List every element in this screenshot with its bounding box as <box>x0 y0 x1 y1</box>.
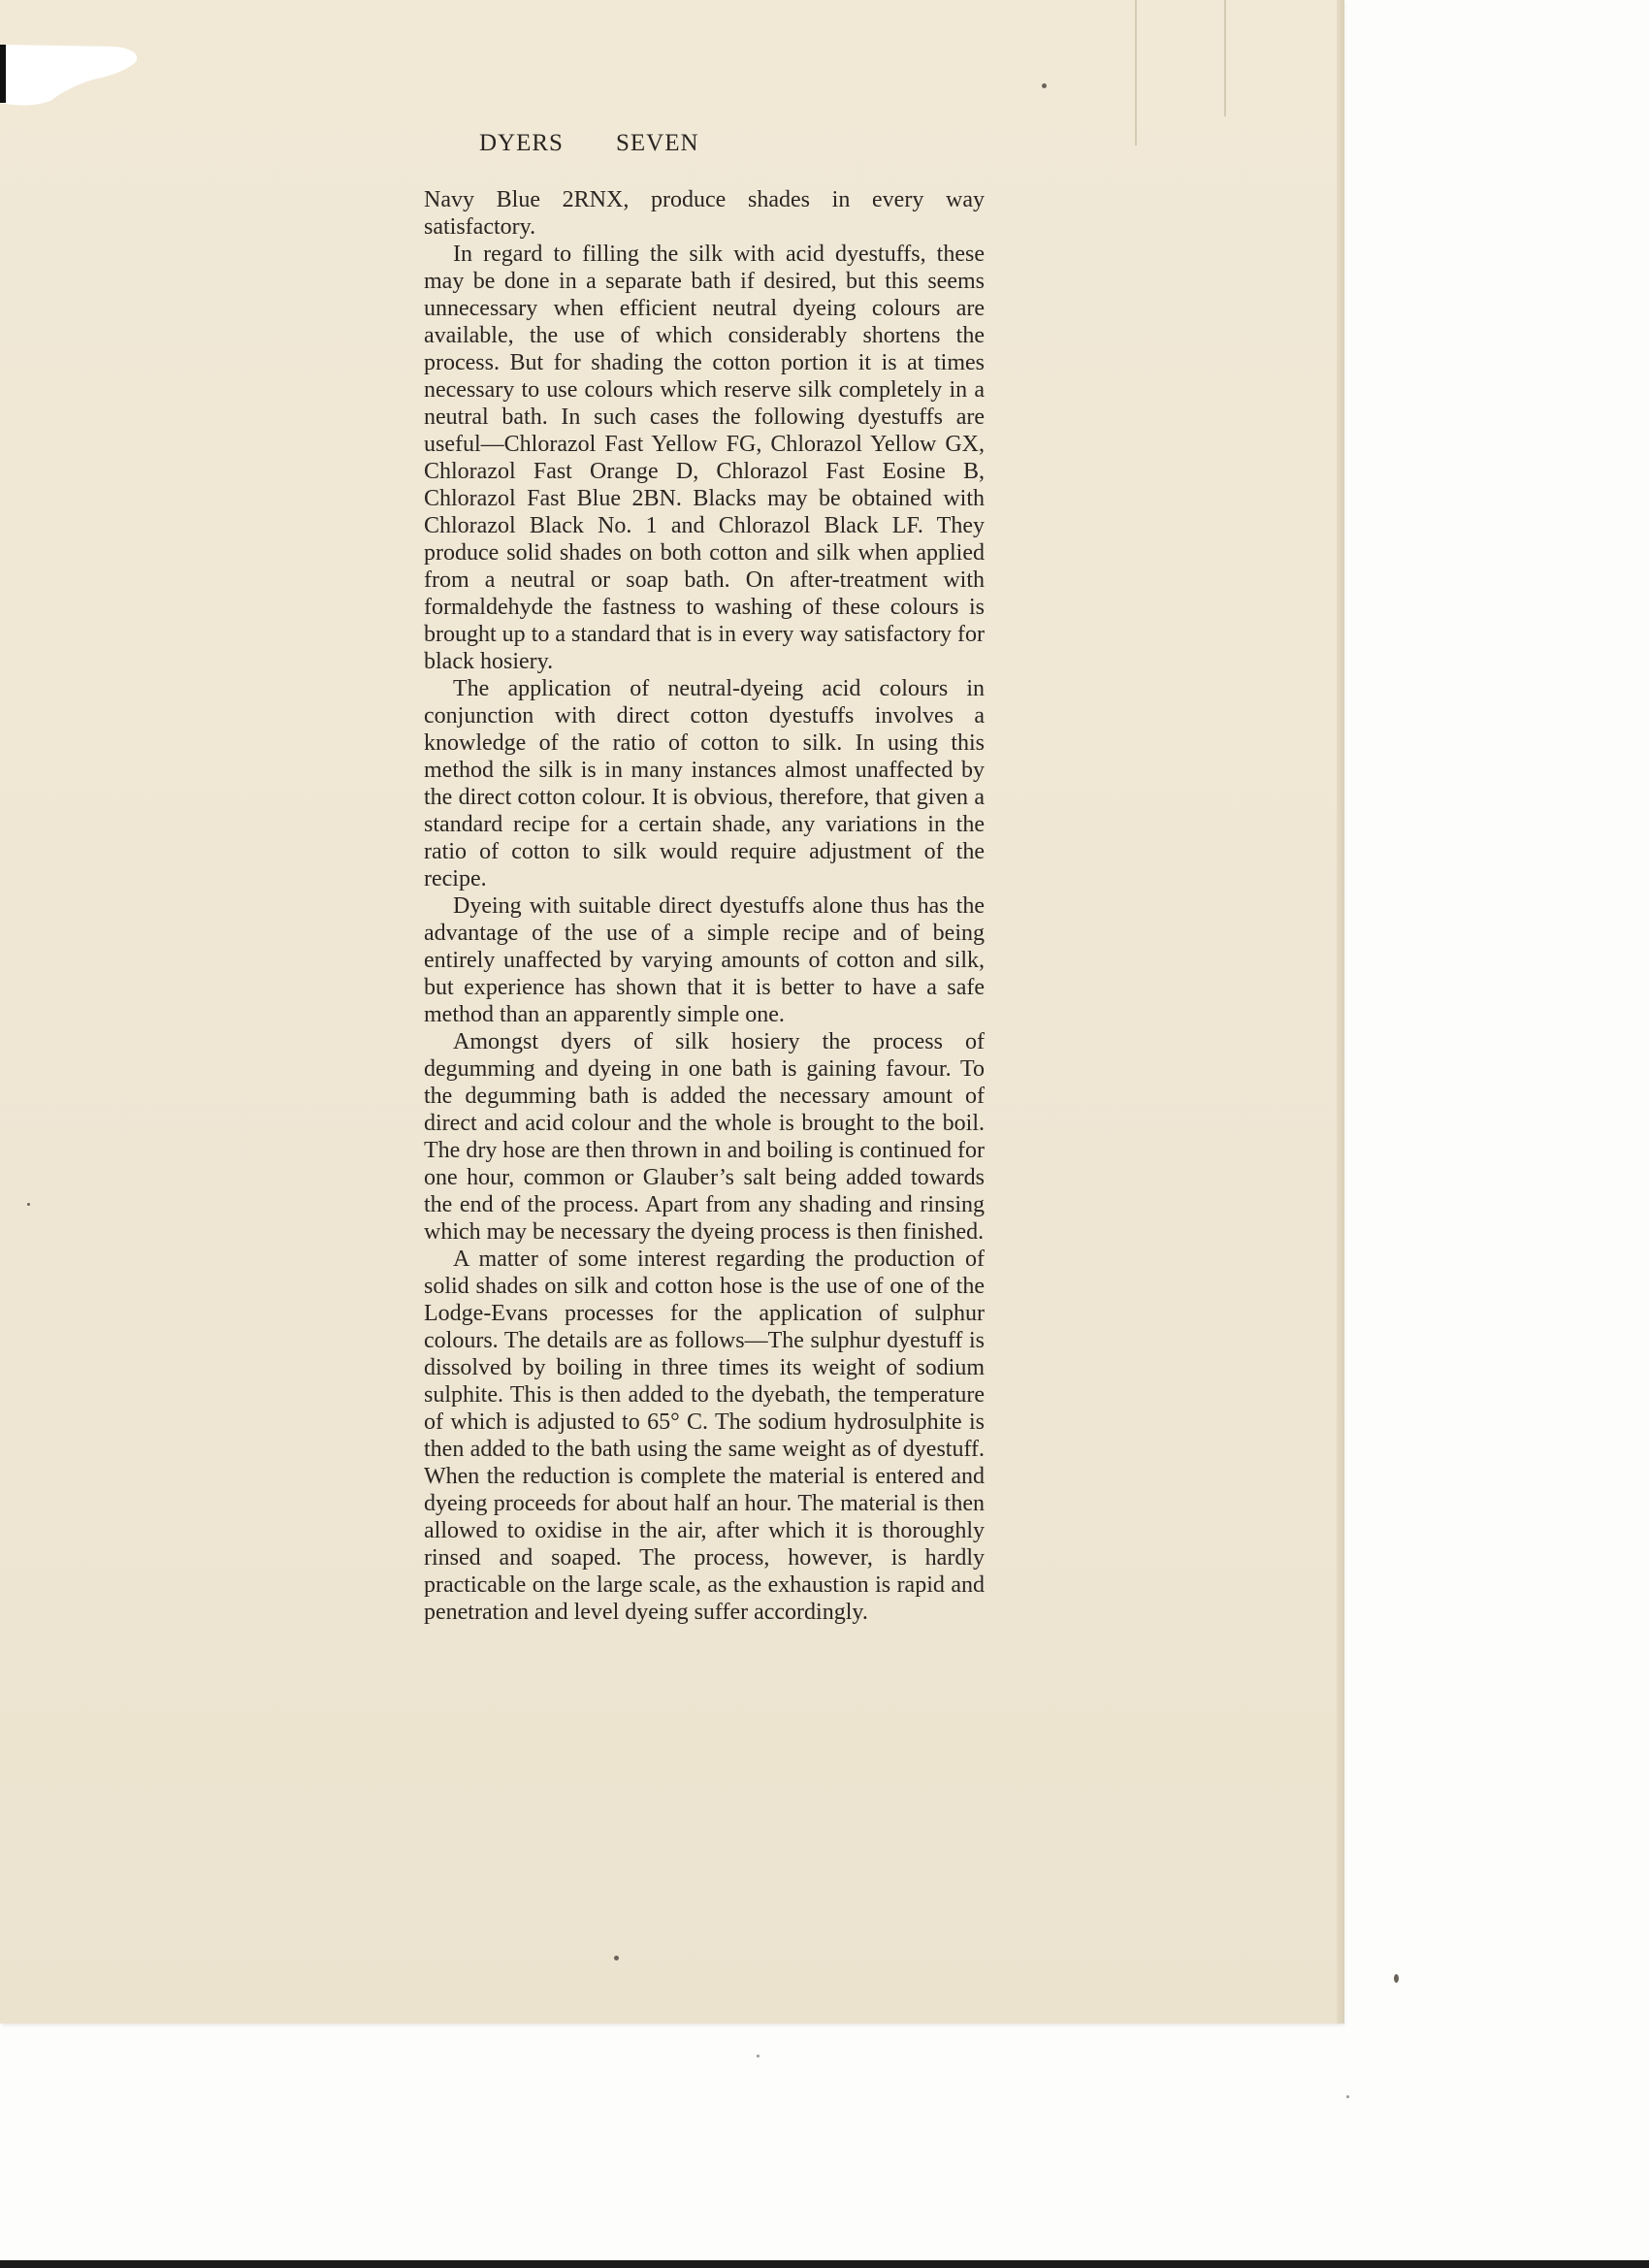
dust-speck <box>1394 1974 1399 1983</box>
torn-corner <box>0 45 144 109</box>
paragraph: Amongst dyers of silk hosiery the process of degumming and dyeing in one bath is gaining favour. To the degumming bath is added the necessary amount of direct and acid colour and the whole is brought to the boil. The dry hose are then thrown in and boiling is continued for one hour, common or Glauber’s salt being added towards the end of the process. Apart from any shading and rinsing which may be necessary the dyeing process is then finished. <box>424 1029 985 1245</box>
dust-speck <box>1042 83 1047 88</box>
paragraph: The application of neutral-dyeing acid colours in conjunction with direct cotton dyestuffs involves a knowledge of the ratio of cotton to silk. In using this method the silk is in many instances almost unaffected by the direct cotton colour. It is obvious, therefore, that given a standard recipe for a certain shade, any variations in the ratio of cotton to silk would require adjustment of the recipe. <box>424 676 985 891</box>
dust-speck <box>27 1203 30 1206</box>
running-head-right: SEVEN <box>615 130 699 156</box>
paper-crease <box>1135 0 1137 146</box>
scan-bottom-edge <box>0 2260 1649 2268</box>
dust-speck <box>614 1956 619 1960</box>
paragraph: In regard to filling the silk with acid dyestuffs, these may be done in a separate bath if desired, but this seems unnecessary when efficient neutral dyeing colours are available, the use of which considerably shortens the process. But for shading the cotton portion it is at times necessary to use colours which reserve silk completely in a neutral bath. In such cases the following dyestuffs are useful—Chlorazol Fast Yellow FG, Chlorazol Yellow GX, Chlorazol Fast Orange D, Chlorazol Fast Eosine B, Chlorazol Fast Blue 2BN. Blacks may be obtained with Chlorazol Black No. 1 and Chlorazol Black LF. They produce solid shades on both cotton and silk when applied from a neutral or soap bath. On after-treatment with formaldehyde the fastness to washing of these colours is brought up to a standard that is in every way satisfactory for black hosiery. <box>424 242 985 674</box>
paper-edge <box>1337 0 1344 2024</box>
running-head <box>479 130 731 169</box>
paragraph: Navy Blue 2RNX, produce shades in every way satisfactory. <box>424 187 985 240</box>
running-head-left: DYERS <box>479 130 564 156</box>
paper-crease <box>1224 0 1226 116</box>
dust-speck <box>1346 2095 1349 2098</box>
paragraph: Dyeing with suitable direct dyestuffs alone thus has the advantage of the use of a simple recipe and of being entirely unaffected by varying amounts of cotton and silk, but experience has shown that it is better to have a safe method than an apparently simple one. <box>424 893 985 1027</box>
dust-speck <box>757 2055 760 2057</box>
paragraph: A matter of some interest regarding the production of solid shades on silk and cotton hose is the use of one of the Lodge-Evans processes for the application of sulphur colours. The details are as follows—The sulphur dyestuff is dissolved by boiling in three times its weight of sodium sulphite. This is then added to the dyebath, the temperature of which is adjusted to 65° C. The sodium hydrosulphite is then added to the bath using the same weight as of dyestuff. When the reduction is complete the material is entered and dyeing proceeds for about half an hour. The material is then allowed to oxidise in the air, after which it is thoroughly rinsed and soaped. The process, however, is hardly practicable on the large scale, as the exhaustion is rapid and penetration and level dyeing suffer accordingly. <box>424 1247 985 1625</box>
body-text <box>424 186 985 1626</box>
